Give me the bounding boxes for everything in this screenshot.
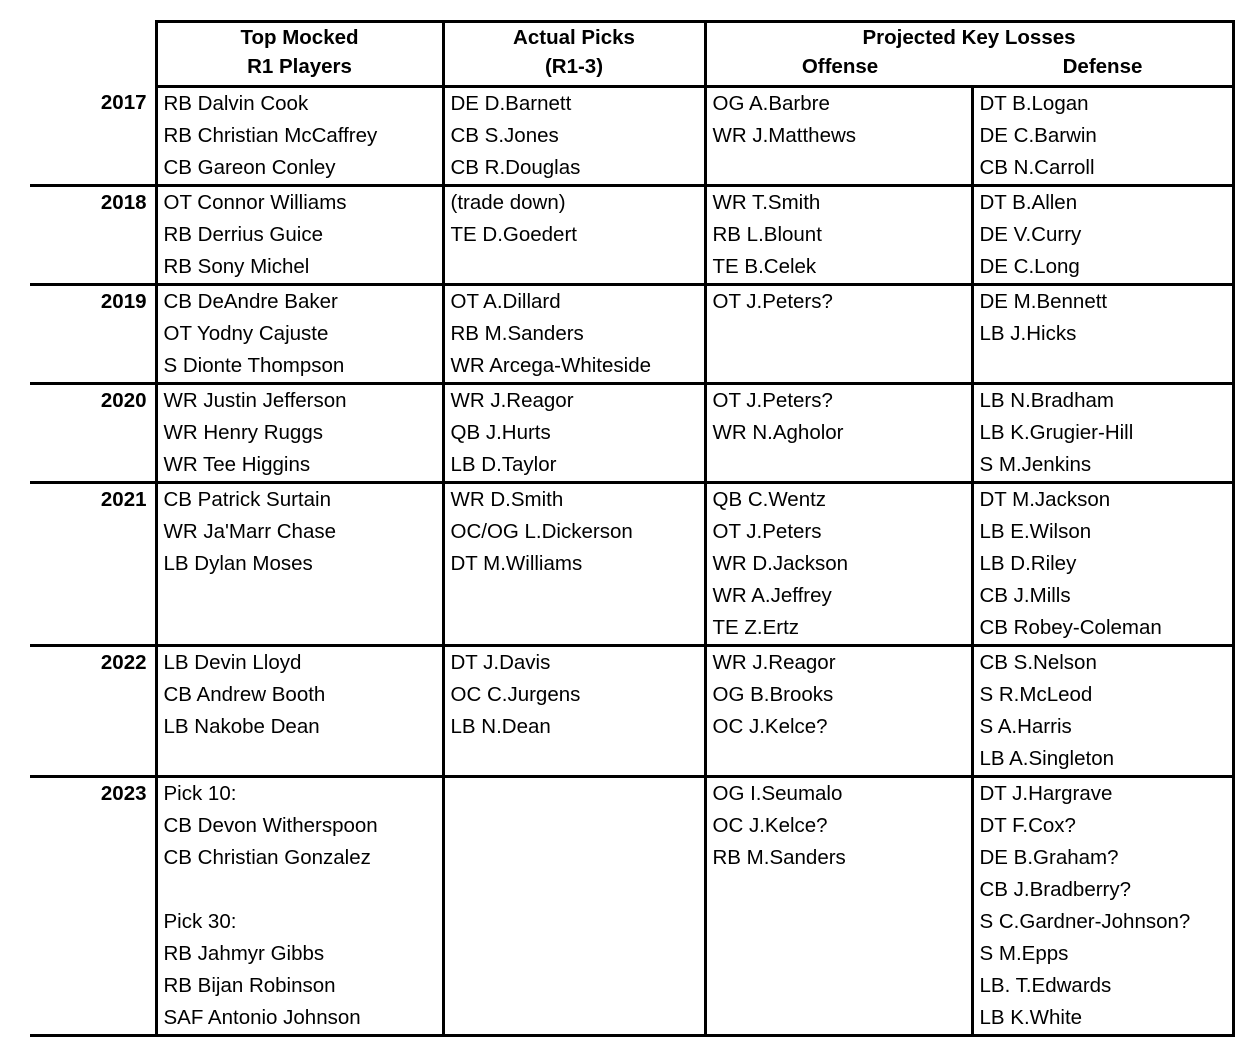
cell-line: SAF Antonio Johnson (163, 1006, 361, 1029)
cell-line: DE M.Bennett (979, 290, 1108, 313)
header-year (30, 22, 156, 87)
table-row (30, 483, 1233, 646)
cell-actual-picks (443, 483, 705, 646)
cell-line: OG I.Seumalo (712, 782, 843, 805)
cell-line: DT M.Williams (450, 552, 583, 575)
cell-line: WR N.Agholor (712, 421, 844, 444)
cell-line: RB Sony Michel (163, 255, 310, 278)
cell-line: RB M.Sanders (450, 322, 584, 345)
cell-line: CB Robey-Coleman (979, 616, 1162, 639)
cell-line: WR Arcega-Whiteside (450, 354, 652, 377)
cell-line: OC/OG L.Dickerson (450, 520, 633, 543)
cell-line: QB J.Hurts (450, 421, 551, 444)
cell-line: TE D.Goedert (450, 223, 577, 246)
cell-line: LB K.Grugier-Hill (979, 421, 1134, 444)
row-year: 2017 (30, 87, 156, 186)
cell-top-mocked (156, 646, 443, 777)
nfl-draft-table (30, 20, 1235, 1037)
table-row (30, 285, 1233, 384)
cell-losses-offense (705, 483, 972, 646)
cell-line: TE Z.Ertz (712, 616, 800, 639)
cell-line: S A.Harris (979, 715, 1072, 738)
cell-line: WR Henry Ruggs (163, 421, 323, 444)
header-actual-picks (443, 22, 705, 87)
cell-line: DE C.Long (979, 255, 1080, 278)
cell-line: QB C.Wentz (712, 488, 827, 511)
cell-line: Pick 30: (163, 910, 237, 933)
cell-line: WR J.Reagor (712, 651, 836, 674)
cell-actual-picks (443, 87, 705, 186)
table-row (30, 186, 1233, 285)
header-losses-subcolumns (707, 52, 1232, 81)
cell-line: LB D.Riley (979, 552, 1077, 575)
table-header (30, 22, 1233, 87)
cell-line: DE B.Graham? (979, 846, 1119, 869)
cell-line: RB Bijan Robinson (163, 974, 336, 997)
cell-losses-defense (972, 285, 1233, 384)
cell-losses-defense (972, 483, 1233, 646)
cell-line: WR Ja'Marr Chase (163, 520, 336, 543)
header-projected-key-losses (705, 22, 1233, 87)
header-actual-picks-line1: Actual Picks (513, 26, 635, 49)
cell-line: WR D.Smith (450, 488, 564, 511)
cell-line: CB J.Bradberry? (979, 878, 1132, 901)
cell-line: CB N.Carroll (979, 156, 1095, 179)
cell-line: CB S.Jones (450, 124, 559, 147)
cell-losses-defense (972, 646, 1233, 777)
cell-line: LB N.Dean (450, 715, 551, 738)
cell-line: S C.Gardner-Johnson? (979, 910, 1191, 933)
cell-line: WR A.Jeffrey (712, 584, 832, 607)
table-row (30, 384, 1233, 483)
cell-line: S M.Jenkins (979, 453, 1092, 476)
cell-line: RB Christian McCaffrey (163, 124, 378, 147)
cell-line: DE V.Curry (979, 223, 1082, 246)
cell-line: DT F.Cox? (979, 814, 1076, 837)
cell-line: WR D.Jackson (712, 552, 849, 575)
cell-line: CB Gareon Conley (163, 156, 336, 179)
cell-actual-picks (443, 285, 705, 384)
cell-line: CB J.Mills (979, 584, 1071, 607)
cell-line: OT Yodny Cajuste (163, 322, 329, 345)
header-top-mocked-line1: Top Mocked (240, 26, 359, 49)
row-year: 2023 (30, 777, 156, 1036)
cell-actual-picks (443, 384, 705, 483)
cell-losses-offense (705, 285, 972, 384)
cell-line: LB N.Bradham (979, 389, 1114, 412)
cell-line: CB DeAndre Baker (163, 290, 338, 313)
cell-line: DE D.Barnett (450, 92, 572, 115)
cell-top-mocked (156, 384, 443, 483)
cell-line: CB Christian Gonzalez (163, 846, 371, 869)
cell-line: LB J.Hicks (979, 322, 1077, 345)
table-row (30, 646, 1233, 777)
cell-line: TE B.Celek (712, 255, 817, 278)
header-actual-picks-line2: (R1-3) (544, 55, 604, 78)
cell-line: DT J.Hargrave (979, 782, 1113, 805)
header-top-mocked-line2: R1 Players (247, 55, 352, 78)
row-year: 2020 (30, 384, 156, 483)
header-row (30, 22, 1233, 87)
cell-line: RB M.Sanders (712, 846, 846, 869)
cell-line: CB Andrew Booth (163, 683, 326, 706)
cell-top-mocked (156, 285, 443, 384)
cell-losses-defense (972, 87, 1233, 186)
cell-line: DE C.Barwin (979, 124, 1097, 147)
cell-top-mocked (156, 186, 443, 285)
cell-line: Pick 10: (163, 782, 237, 805)
cell-losses-offense (705, 777, 972, 1036)
cell-line: WR T.Smith (712, 191, 821, 214)
cell-line: CB S.Nelson (979, 651, 1097, 674)
cell-line: S R.McLeod (979, 683, 1093, 706)
cell-actual-picks (443, 777, 705, 1036)
cell-line: LB A.Singleton (979, 747, 1114, 770)
header-losses-defense: Defense (1062, 55, 1143, 78)
cell-line: OC J.Kelce? (712, 715, 828, 738)
cell-losses-defense (972, 384, 1233, 483)
row-year: 2022 (30, 646, 156, 777)
cell-line: DT B.Logan (979, 92, 1089, 115)
header-top-mocked-r1-players (156, 22, 443, 87)
header-projected-key-losses-title: Projected Key Losses (862, 26, 1076, 49)
cell-line: DT M.Jackson (979, 488, 1111, 511)
cell-blank-line (164, 874, 442, 906)
cell-losses-defense (972, 186, 1233, 285)
cell-line: OT J.Peters? (712, 290, 833, 313)
cell-line: WR Tee Higgins (163, 453, 311, 476)
cell-line: LB K.White (979, 1006, 1083, 1029)
row-year: 2019 (30, 285, 156, 384)
cell-line: CB Patrick Surtain (163, 488, 331, 511)
cell-line: LB Devin Lloyd (163, 651, 302, 674)
cell-line: RB Dalvin Cook (163, 92, 309, 115)
cell-losses-offense (705, 646, 972, 777)
cell-top-mocked (156, 87, 443, 186)
cell-line: WR J.Matthews (712, 124, 857, 147)
cell-line: OT A.Dillard (450, 290, 561, 313)
cell-line: LB E.Wilson (979, 520, 1092, 543)
cell-line: OG B.Brooks (712, 683, 834, 706)
cell-line: WR J.Reagor (450, 389, 574, 412)
cell-line: WR Justin Jefferson (163, 389, 347, 412)
cell-line: OT J.Peters? (712, 389, 833, 412)
cell-line: S Dionte Thompson (163, 354, 345, 377)
cell-line: S M.Epps (979, 942, 1069, 965)
row-year: 2018 (30, 186, 156, 285)
cell-line: RB Jahmyr Gibbs (163, 942, 325, 965)
cell-line: (trade down) (450, 191, 566, 214)
cell-line: DT B.Allen (979, 191, 1078, 214)
cell-line: LB. T.Edwards (979, 974, 1112, 997)
cell-losses-offense (705, 186, 972, 285)
header-losses-offense: Offense (801, 55, 879, 78)
cell-line: OC J.Kelce? (712, 814, 828, 837)
row-year: 2021 (30, 483, 156, 646)
cell-line: LB Nakobe Dean (163, 715, 320, 738)
cell-losses-offense (705, 384, 972, 483)
cell-line: RB L.Blount (712, 223, 822, 246)
table-row (30, 87, 1233, 186)
cell-actual-picks (443, 186, 705, 285)
cell-line: RB Derrius Guice (163, 223, 323, 246)
cell-line: OT Connor Williams (163, 191, 347, 214)
cell-line: DT J.Davis (450, 651, 551, 674)
cell-line: CB Devon Witherspoon (163, 814, 378, 837)
cell-line: LB D.Taylor (450, 453, 557, 476)
cell-actual-picks (443, 646, 705, 777)
cell-line: CB R.Douglas (450, 156, 581, 179)
cell-losses-offense (705, 87, 972, 186)
cell-top-mocked (156, 483, 443, 646)
cell-line: LB Dylan Moses (163, 552, 313, 575)
cell-top-mocked (156, 777, 443, 1036)
cell-losses-defense (972, 777, 1233, 1036)
cell-line: OC C.Jurgens (450, 683, 581, 706)
cell-line: OT J.Peters (712, 520, 822, 543)
table-row (30, 777, 1233, 1036)
cell-line: OG A.Barbre (712, 92, 830, 115)
table-body (30, 87, 1233, 1036)
